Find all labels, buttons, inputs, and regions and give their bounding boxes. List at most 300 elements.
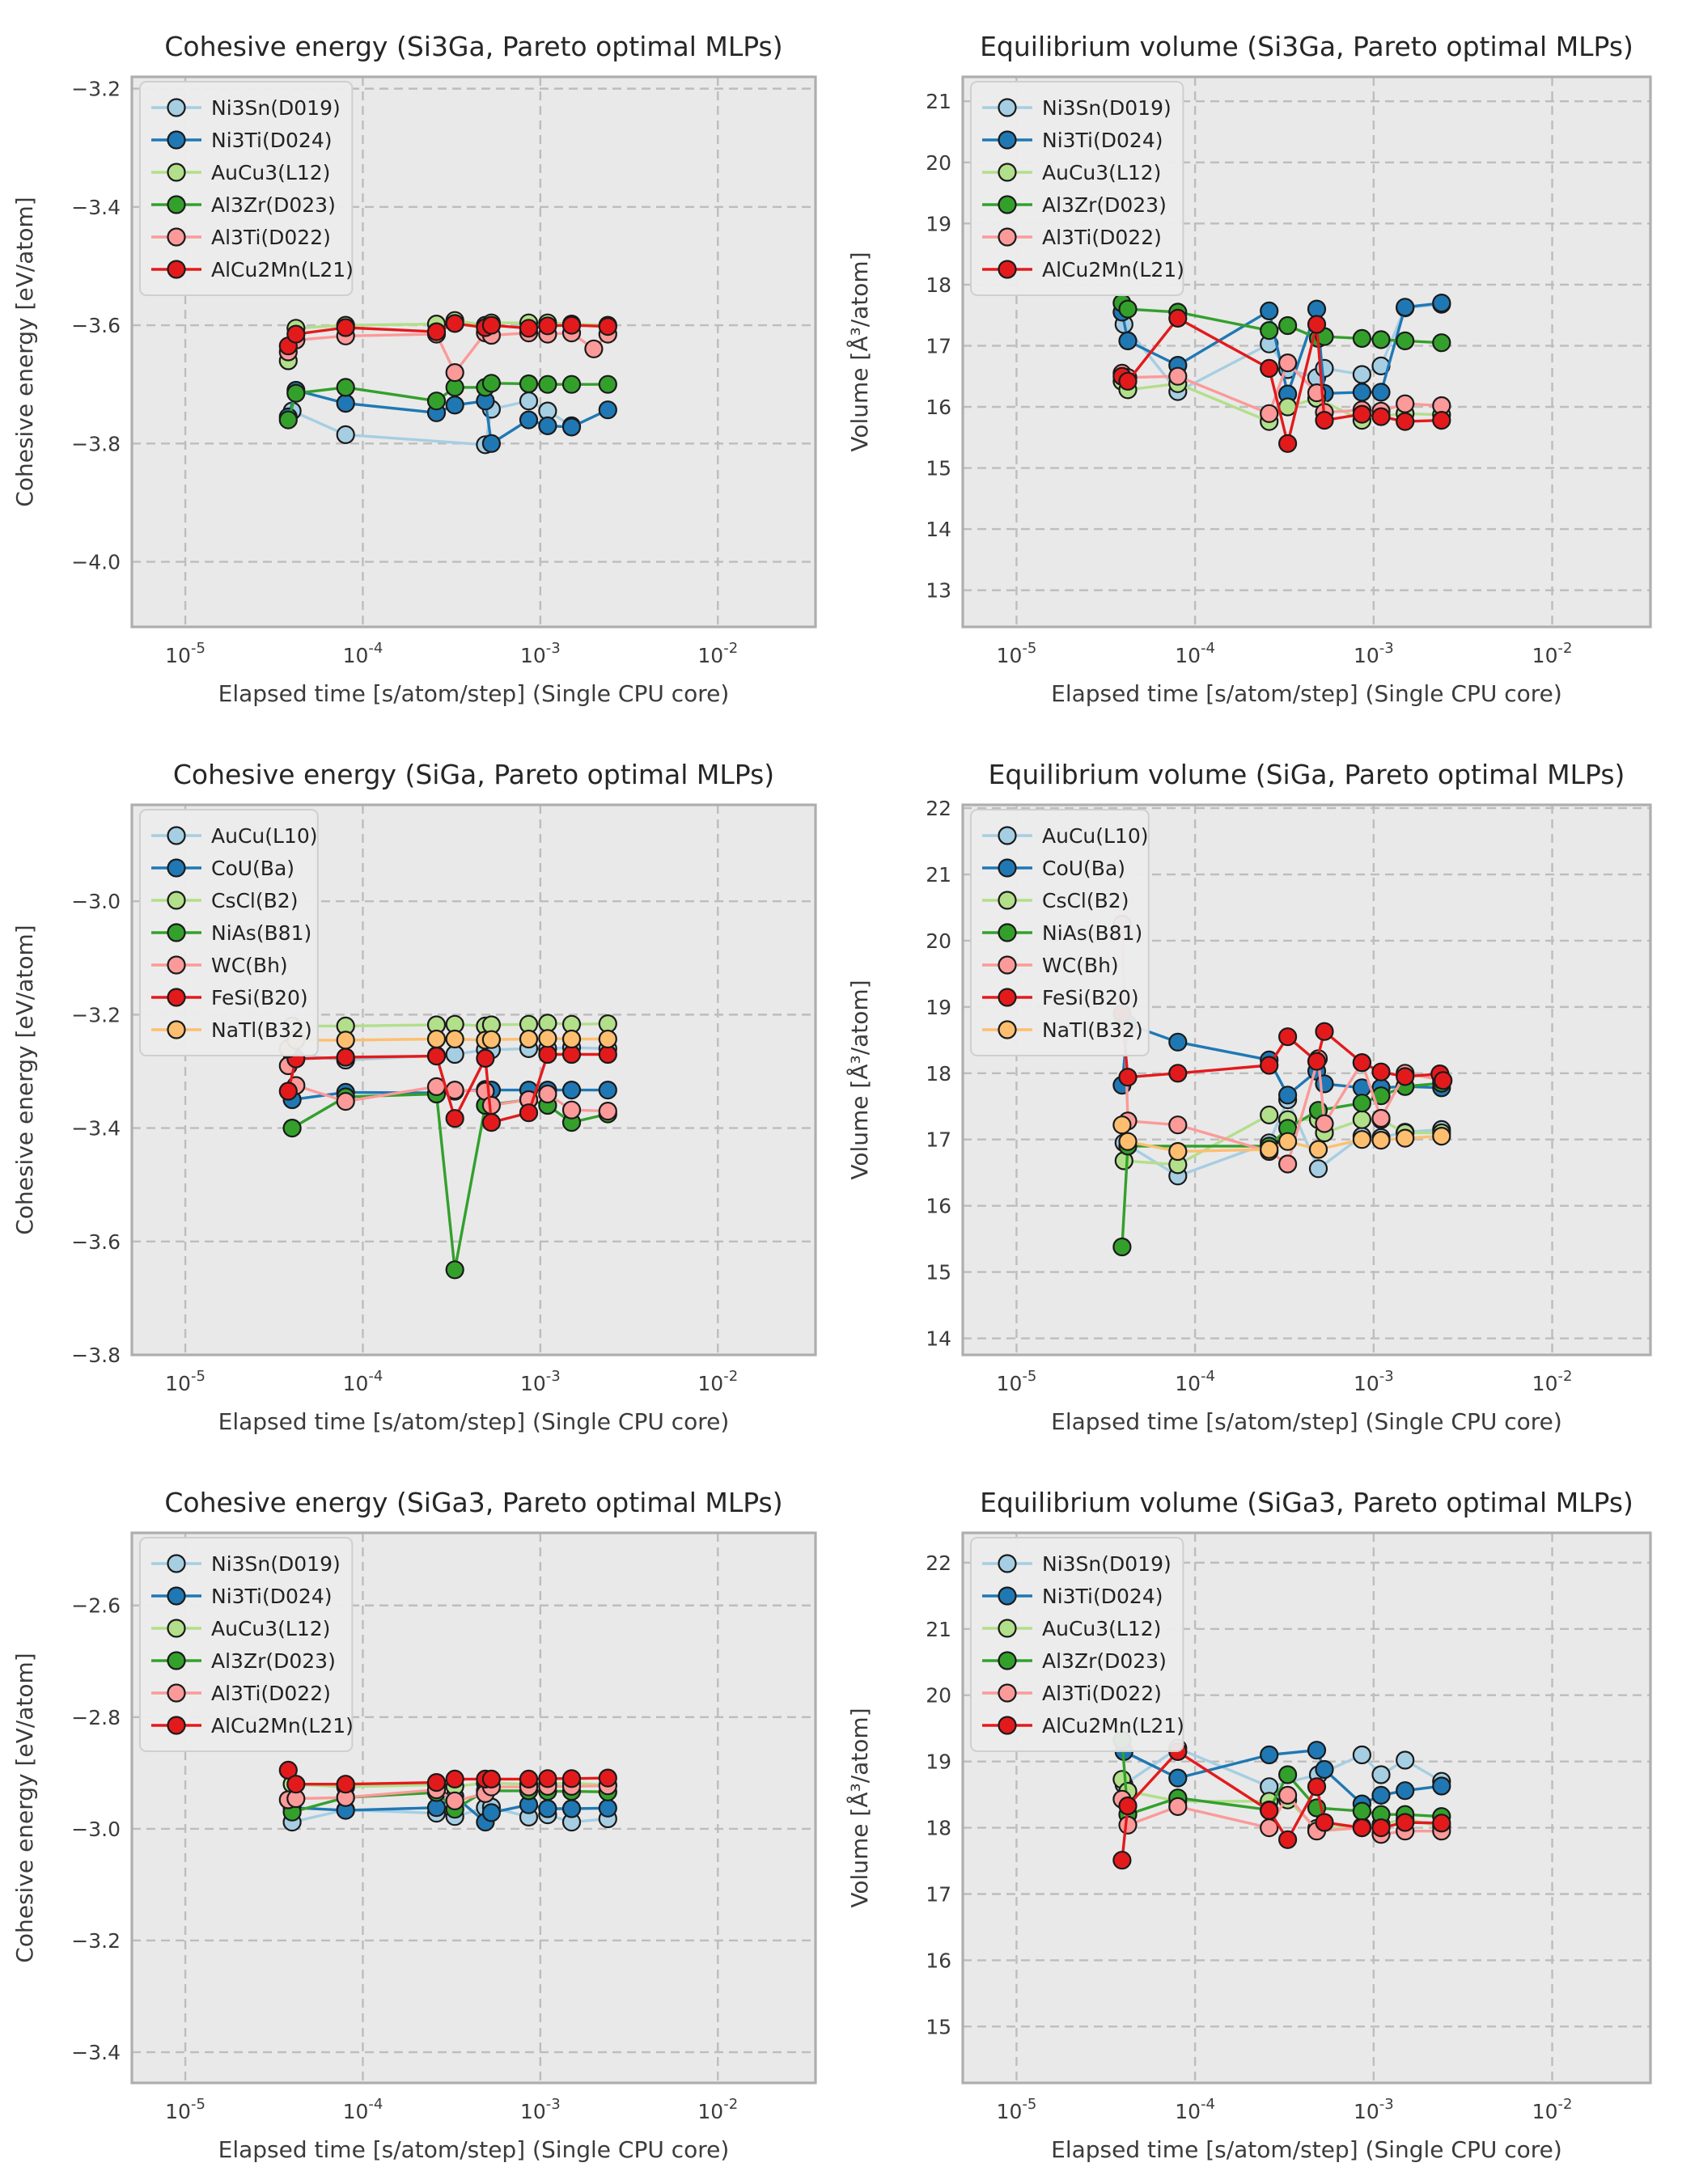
- data-point-marker: [1279, 1086, 1296, 1103]
- data-point-marker: [1120, 1797, 1137, 1814]
- legend-item-label: Ni3Ti(D024): [211, 1585, 333, 1608]
- data-point-marker: [284, 1120, 301, 1136]
- legend-item-label: CsCl(B2): [211, 889, 299, 912]
- legend-item: [982, 857, 1125, 880]
- data-point-marker: [539, 1801, 556, 1818]
- legend-marker-sample: [999, 989, 1016, 1006]
- x-tick-label: [1175, 1368, 1215, 1395]
- data-point-marker: [520, 1771, 537, 1788]
- data-point-marker: [1169, 1116, 1186, 1133]
- x-tick-base: 10: [1353, 2100, 1379, 2123]
- data-point-marker: [1316, 1115, 1333, 1132]
- plot-title: Equilibrium volume (SiGa, Pareto optimal MLPs): [988, 759, 1625, 790]
- y-tick-label: 16: [926, 1949, 951, 1973]
- x-tick-base: 10: [1175, 1372, 1201, 1395]
- data-point-marker: [1354, 1819, 1371, 1836]
- x-tick-exponent: -5: [1022, 1368, 1037, 1385]
- x-tick-base: 10: [342, 644, 369, 667]
- data-point-marker: [1120, 1817, 1137, 1834]
- y-tick-label: −3.4: [71, 2041, 121, 2065]
- legend: [140, 1538, 354, 1751]
- x-tick-label: [697, 1368, 738, 1395]
- legend-item-label: Al3Zr(D023): [1042, 193, 1167, 217]
- data-point-marker: [1396, 1782, 1413, 1799]
- data-point-marker: [1396, 413, 1413, 430]
- legend-marker-sample: [168, 164, 185, 181]
- plot-title: Equilibrium volume (SiGa3, Pareto optimal MLPs): [980, 1487, 1633, 1518]
- data-point-marker: [1279, 1787, 1296, 1804]
- x-tick-label: [1532, 1368, 1573, 1395]
- legend-item-label: Al3Zr(D023): [1042, 1649, 1167, 1673]
- x-tick-exponent: -3: [1379, 2096, 1394, 2113]
- legend-item-label: AuCu3(L12): [1042, 1617, 1162, 1640]
- data-point-marker: [1396, 298, 1413, 315]
- legend-item-label: AuCu3(L12): [211, 161, 331, 184]
- x-tick-label: [997, 640, 1037, 667]
- y-axis-label: Cohesive energy [eV/atom]: [11, 925, 38, 1235]
- data-point-marker: [1169, 1770, 1186, 1787]
- plot-title: Cohesive energy (Si3Ga, Pareto optimal MLPs): [164, 31, 783, 62]
- legend-item-label: AlCu2Mn(L21): [1042, 258, 1184, 281]
- x-axis-label: Elapsed time [s/atom/step] (Single CPU core): [218, 680, 730, 707]
- data-point-marker: [1279, 435, 1296, 452]
- data-point-marker: [428, 1031, 445, 1048]
- x-tick-base: 10: [1532, 2100, 1558, 2123]
- x-tick-label: [1354, 1368, 1394, 1395]
- legend-marker-sample: [999, 1620, 1016, 1637]
- data-point-marker: [428, 1774, 445, 1791]
- data-point-marker: [1354, 330, 1371, 347]
- y-tick-label: 16: [926, 1194, 951, 1218]
- legend-marker-sample: [168, 132, 185, 149]
- data-point-marker: [1316, 1761, 1333, 1778]
- legend-marker-sample: [999, 925, 1016, 942]
- data-point-marker: [1169, 1143, 1186, 1160]
- legend-item-label: Al3Zr(D023): [211, 1649, 336, 1673]
- data-point-marker: [337, 379, 354, 396]
- data-point-marker: [1169, 310, 1186, 327]
- x-tick-base: 10: [996, 644, 1023, 667]
- legend-marker-sample: [999, 164, 1016, 181]
- data-point-marker: [1354, 1746, 1371, 1763]
- data-point-marker: [563, 376, 580, 393]
- legend-marker-sample: [999, 99, 1016, 116]
- legend-marker-sample: [999, 229, 1016, 246]
- x-tick-exponent: -2: [723, 2096, 739, 2113]
- y-tick-label: 15: [926, 2015, 951, 2039]
- data-point-marker: [1260, 303, 1277, 320]
- subplot-cohesive-energy-siga-pareto-optimal-mlps: [11, 759, 816, 1435]
- data-point-marker: [1396, 396, 1413, 413]
- y-tick-label: 20: [926, 150, 951, 175]
- legend-item-label: WC(Bh): [1042, 954, 1119, 977]
- legend-item-label: Al3Ti(D022): [1042, 1682, 1162, 1705]
- x-tick-exponent: -4: [368, 1368, 383, 1385]
- y-tick-label: 19: [926, 212, 951, 236]
- data-point-marker: [1434, 1072, 1451, 1089]
- x-tick-base: 10: [1532, 644, 1558, 667]
- legend-item: [982, 1682, 1162, 1705]
- legend-marker-sample: [999, 261, 1016, 278]
- plot-title: Equilibrium volume (Si3Ga, Pareto optimal MLPs): [980, 31, 1633, 62]
- legend-marker-sample: [999, 957, 1016, 974]
- legend: [971, 82, 1184, 295]
- subplot-equilibrium-volume-siga3-pareto-optimal-mlps: [845, 1487, 1650, 2163]
- legend-marker-sample: [168, 1685, 185, 1702]
- y-tick-label: −3.8: [71, 432, 121, 456]
- y-tick-label: 19: [926, 995, 951, 1019]
- legend-item: [982, 1617, 1161, 1640]
- data-point-marker: [1396, 1752, 1413, 1769]
- data-point-marker: [1260, 360, 1277, 377]
- legend-item: [151, 193, 336, 217]
- legend-item: [151, 857, 294, 880]
- legend-item: [982, 1649, 1167, 1673]
- data-point-marker: [563, 1031, 580, 1048]
- data-point-marker: [563, 1046, 580, 1063]
- data-point-marker: [539, 317, 556, 334]
- legend-item: [151, 1617, 330, 1640]
- legend-item-label: NaTl(B32): [211, 1018, 312, 1042]
- data-point-marker: [1310, 1160, 1327, 1177]
- x-tick-exponent: -2: [723, 1368, 739, 1385]
- data-point-marker: [1396, 1814, 1413, 1831]
- legend-marker-sample: [168, 860, 185, 877]
- data-point-marker: [428, 324, 445, 341]
- legend-item-label: WC(Bh): [211, 954, 288, 977]
- data-point-marker: [1316, 412, 1333, 429]
- legend-marker-sample: [999, 1022, 1016, 1039]
- data-point-marker: [1113, 1116, 1130, 1133]
- x-axis-label: Elapsed time [s/atom/step] (Single CPU core): [218, 2136, 730, 2163]
- data-point-marker: [483, 1771, 500, 1788]
- y-tick-label: −2.8: [71, 1705, 121, 1729]
- legend-marker-sample: [999, 1555, 1016, 1572]
- legend-item: [151, 161, 330, 184]
- data-point-marker: [287, 1776, 304, 1792]
- legend-marker-sample: [999, 132, 1016, 149]
- x-tick-label: [1532, 2096, 1573, 2123]
- data-point-marker: [563, 1770, 580, 1787]
- data-point-marker: [1260, 1141, 1277, 1158]
- x-tick-label: [997, 1368, 1037, 1395]
- x-tick-base: 10: [165, 2100, 191, 2123]
- data-point-marker: [337, 320, 354, 336]
- data-point-marker: [1120, 1133, 1137, 1150]
- x-tick-exponent: -2: [723, 640, 739, 657]
- x-tick-exponent: -5: [190, 640, 205, 657]
- y-tick-label: 18: [926, 273, 951, 297]
- legend-marker-sample: [168, 261, 185, 278]
- data-point-marker: [1279, 1767, 1296, 1784]
- legend: [140, 810, 318, 1056]
- x-tick-label: [697, 640, 738, 667]
- y-tick-label: 20: [926, 1683, 951, 1708]
- legend-item-label: AuCu3(L12): [1042, 161, 1162, 184]
- data-point-marker: [1260, 405, 1277, 422]
- data-point-marker: [563, 1801, 580, 1818]
- data-point-marker: [337, 426, 354, 443]
- legend-item-label: NaTl(B32): [1042, 1018, 1143, 1042]
- y-axis-label: Volume [Å³/atom]: [846, 1708, 873, 1908]
- y-tick-label: −3.0: [71, 890, 121, 914]
- y-tick-label: 21: [926, 863, 951, 887]
- data-point-marker: [539, 376, 556, 393]
- data-point-marker: [520, 375, 537, 392]
- x-tick-label: [697, 2096, 738, 2123]
- legend-item: [151, 1682, 331, 1705]
- data-point-marker: [483, 1031, 500, 1048]
- data-point-marker: [447, 1031, 464, 1048]
- data-point-marker: [1310, 1141, 1327, 1158]
- y-tick-label: 15: [926, 1260, 951, 1285]
- data-point-marker: [1354, 366, 1371, 383]
- x-tick-exponent: -3: [1379, 1368, 1394, 1385]
- data-point-marker: [539, 1086, 556, 1103]
- data-point-marker: [600, 318, 616, 335]
- y-tick-label: −3.4: [71, 195, 121, 219]
- legend-item-label: AuCu3(L12): [211, 1617, 331, 1640]
- plot-title: Cohesive energy (SiGa3, Pareto optimal MLPs): [164, 1487, 783, 1518]
- data-point-marker: [1169, 1034, 1186, 1051]
- legend-marker-sample: [999, 892, 1016, 909]
- data-point-marker: [1260, 1107, 1277, 1124]
- legend-item: [151, 1585, 332, 1608]
- data-point-marker: [1308, 316, 1325, 333]
- x-tick-exponent: -3: [545, 640, 561, 657]
- legend-item: [982, 129, 1163, 152]
- x-tick-label: [1175, 640, 1215, 667]
- y-tick-label: −3.8: [71, 1344, 121, 1367]
- data-point-marker: [483, 1114, 500, 1131]
- y-tick-label: 17: [926, 334, 951, 358]
- y-tick-label: 14: [926, 518, 951, 542]
- data-point-marker: [1308, 1053, 1325, 1070]
- x-tick-base: 10: [996, 1372, 1023, 1395]
- data-point-marker: [447, 396, 464, 413]
- x-tick-label: [520, 2096, 561, 2123]
- x-tick-exponent: -4: [1201, 640, 1216, 657]
- legend-marker-sample: [168, 1653, 185, 1670]
- data-point-marker: [520, 1104, 537, 1121]
- legend-item-label: Ni3Sn(D019): [211, 96, 341, 120]
- data-point-marker: [600, 401, 616, 418]
- x-tick-base: 10: [342, 2100, 369, 2123]
- data-point-marker: [563, 317, 580, 334]
- data-point-marker: [1373, 1787, 1390, 1804]
- legend-marker-sample: [168, 827, 185, 844]
- data-point-marker: [1373, 1064, 1390, 1081]
- data-point-marker: [1113, 1238, 1130, 1255]
- data-point-marker: [337, 1049, 354, 1066]
- x-tick-label: [520, 1368, 561, 1395]
- data-point-marker: [337, 1031, 354, 1048]
- x-tick-base: 10: [1175, 644, 1201, 667]
- data-point-marker: [1316, 1023, 1333, 1040]
- data-point-marker: [483, 317, 500, 334]
- y-axis-label: Cohesive energy [eV/atom]: [11, 1653, 38, 1963]
- y-tick-label: −3.2: [71, 77, 121, 101]
- data-point-marker: [1120, 373, 1137, 390]
- x-tick-base: 10: [1532, 1372, 1558, 1395]
- legend-item: [982, 1585, 1163, 1608]
- y-tick-label: 22: [926, 797, 951, 821]
- legend-marker-sample: [168, 197, 185, 214]
- data-point-marker: [1279, 354, 1296, 371]
- data-point-marker: [563, 418, 580, 435]
- y-tick-label: −3.2: [71, 1928, 121, 1953]
- data-point-marker: [1354, 1131, 1371, 1148]
- x-tick-exponent: -3: [545, 2096, 561, 2113]
- x-tick-exponent: -4: [1201, 1368, 1216, 1385]
- data-point-marker: [428, 1048, 445, 1064]
- x-tick-label: [520, 640, 561, 667]
- data-point-marker: [600, 1103, 616, 1120]
- legend-item-label: Al3Ti(D022): [211, 226, 331, 249]
- x-tick-label: [997, 2096, 1037, 2123]
- x-tick-label: [1532, 640, 1573, 667]
- y-axis-label: Cohesive energy [eV/atom]: [11, 197, 38, 507]
- data-point-marker: [1279, 1156, 1296, 1173]
- legend: [971, 810, 1149, 1056]
- x-tick-label: [343, 1368, 383, 1395]
- data-point-marker: [483, 375, 500, 392]
- data-point-marker: [447, 1046, 464, 1063]
- x-tick-base: 10: [697, 1372, 724, 1395]
- data-point-marker: [1373, 1767, 1390, 1784]
- data-point-marker: [1433, 1128, 1450, 1145]
- legend-item: [151, 96, 341, 120]
- x-axis-label: Elapsed time [s/atom/step] (Single CPU core): [1051, 680, 1562, 707]
- legend-marker-sample: [168, 957, 185, 974]
- legend-item: [151, 1649, 336, 1673]
- legend-marker-sample: [999, 1653, 1016, 1670]
- data-point-marker: [520, 1031, 537, 1048]
- data-point-marker: [1316, 1814, 1333, 1831]
- x-tick-exponent: -5: [1022, 2096, 1037, 2113]
- legend-marker-sample: [168, 1555, 185, 1572]
- subplot-equilibrium-volume-siga-pareto-optimal-mlps: [845, 759, 1650, 1435]
- legend-item-label: FeSi(B20): [211, 986, 308, 1009]
- legend: [140, 82, 354, 295]
- data-point-marker: [1354, 1111, 1371, 1128]
- data-point-marker: [1373, 1819, 1390, 1836]
- data-point-marker: [1279, 1133, 1296, 1150]
- y-tick-label: 22: [926, 1551, 951, 1575]
- x-tick-label: [1354, 640, 1394, 667]
- data-point-marker: [1396, 1130, 1413, 1147]
- legend-item-label: AlCu2Mn(L21): [211, 258, 354, 281]
- legend-item-label: AlCu2Mn(L21): [211, 1714, 354, 1737]
- subplot-cohesive-energy-siga3-pareto-optimal-mlps: [11, 1487, 816, 2163]
- legend-item: [151, 921, 311, 945]
- legend-marker-sample: [168, 1588, 185, 1605]
- legend-marker-sample: [168, 1620, 185, 1637]
- x-tick-exponent: -5: [190, 2096, 205, 2113]
- legend-item-label: AuCu(L10): [211, 824, 318, 848]
- x-tick-exponent: -2: [1557, 1368, 1573, 1385]
- data-point-marker: [1373, 1110, 1390, 1127]
- legend-item-label: Al3Ti(D022): [1042, 226, 1162, 249]
- data-point-marker: [447, 1792, 464, 1809]
- x-tick-base: 10: [165, 1372, 191, 1395]
- data-point-marker: [600, 1031, 616, 1048]
- data-point-marker: [1373, 1132, 1390, 1149]
- data-point-marker: [1260, 1746, 1277, 1763]
- data-point-marker: [1373, 408, 1390, 425]
- x-tick-base: 10: [1353, 1372, 1379, 1395]
- legend-item-label: AuCu(L10): [1042, 824, 1149, 848]
- data-point-marker: [1120, 301, 1137, 318]
- x-tick-base: 10: [996, 2100, 1023, 2123]
- data-point-marker: [1260, 322, 1277, 339]
- data-point-marker: [600, 1800, 616, 1817]
- legend-item-label: Ni3Sn(D019): [1042, 1552, 1172, 1576]
- legend-item-label: Ni3Ti(D024): [1042, 129, 1163, 152]
- x-tick-exponent: -5: [1022, 640, 1037, 657]
- legend-item: [151, 824, 318, 848]
- x-tick-base: 10: [697, 644, 724, 667]
- data-point-marker: [1354, 1803, 1371, 1820]
- y-tick-label: 21: [926, 90, 951, 114]
- data-point-marker: [1120, 1069, 1137, 1086]
- data-point-marker: [287, 326, 304, 343]
- y-tick-label: 18: [926, 1816, 951, 1840]
- legend-item: [151, 889, 298, 912]
- legend-item-label: FeSi(B20): [1042, 986, 1139, 1009]
- legend-marker-sample: [999, 1717, 1016, 1734]
- data-point-marker: [447, 315, 464, 332]
- legend-item-label: Al3Zr(D023): [211, 193, 336, 217]
- legend-item: [151, 1018, 312, 1042]
- legend-item-label: NiAs(B81): [211, 921, 312, 945]
- data-point-marker: [539, 1030, 556, 1047]
- legend-marker-sample: [999, 1588, 1016, 1605]
- y-axis-label: Volume [Å³/atom]: [846, 980, 873, 1180]
- y-tick-label: −3.4: [71, 1116, 121, 1141]
- legend-item: [982, 986, 1139, 1009]
- data-point-marker: [447, 364, 464, 381]
- x-axis-label: Elapsed time [s/atom/step] (Single CPU core): [1051, 2136, 1562, 2163]
- data-point-marker: [1354, 1054, 1371, 1071]
- y-tick-label: −3.0: [71, 1817, 121, 1841]
- legend-marker-sample: [999, 827, 1016, 844]
- x-axis-label: Elapsed time [s/atom/step] (Single CPU core): [1051, 1408, 1562, 1435]
- data-point-marker: [600, 376, 616, 393]
- y-tick-label: 21: [926, 1617, 951, 1641]
- x-tick-exponent: -4: [1201, 2096, 1216, 2113]
- legend-item: [151, 226, 331, 249]
- legend-item: [982, 226, 1162, 249]
- x-tick-base: 10: [1175, 2100, 1201, 2123]
- x-tick-label: [165, 1368, 205, 1395]
- data-point-marker: [1433, 1778, 1450, 1795]
- x-tick-exponent: -3: [1379, 640, 1394, 657]
- x-tick-exponent: -4: [368, 640, 383, 657]
- legend: [971, 1538, 1184, 1751]
- data-point-marker: [337, 1776, 354, 1792]
- data-point-marker: [585, 341, 602, 358]
- legend-item: [982, 96, 1172, 120]
- legend-item: [982, 161, 1161, 184]
- data-point-marker: [1373, 383, 1390, 400]
- plot-title: Cohesive energy (SiGa, Pareto optimal MLPs): [172, 759, 775, 790]
- legend-item-label: CoU(Ba): [211, 857, 295, 880]
- y-tick-label: −4.0: [71, 550, 121, 574]
- legend-item-label: Ni3Ti(D024): [1042, 1585, 1163, 1608]
- x-axis-label: Elapsed time [s/atom/step] (Single CPU core): [218, 1408, 730, 1435]
- data-point-marker: [563, 1102, 580, 1119]
